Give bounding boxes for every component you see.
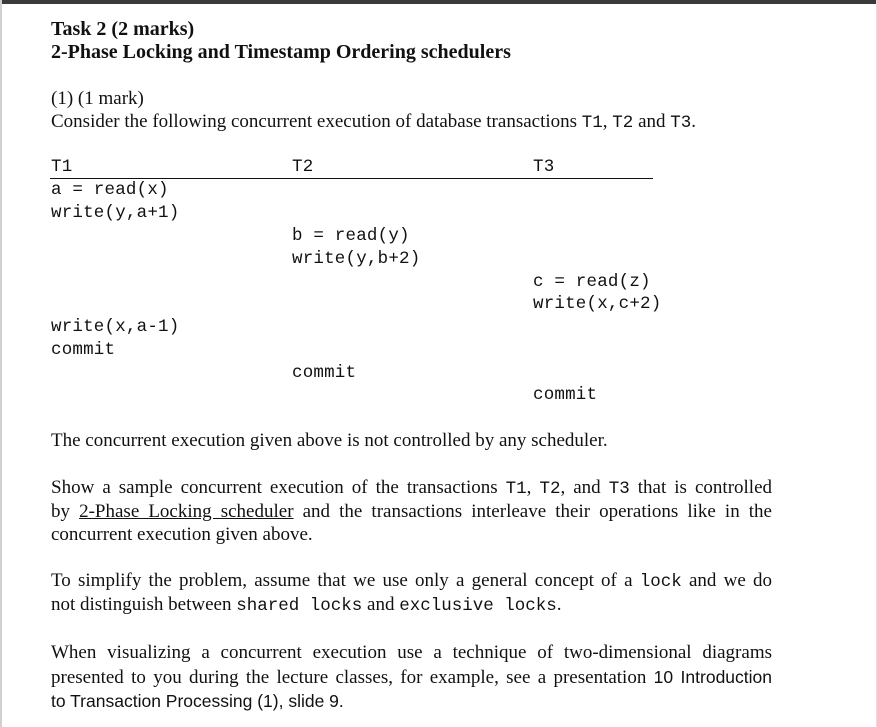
show-text: Show a sample concurrent execution of the transactions [51,477,506,498]
header-t3: T3 [533,157,555,177]
t2-commit: commit [292,363,357,383]
simplify-and: and [362,594,400,615]
show-t2: T2 [539,479,561,499]
header-t2: T2 [292,157,314,177]
simplify-text: To simplify the problem, assume that we use only a general concept of a [51,570,640,591]
show-suffix: that is controlled [629,477,773,498]
show-line2-suffix: and the transactions interleave their operations like in the [293,501,772,522]
simplify-shared: shared locks [236,596,363,616]
show-line-3: concurrent execution given above. [51,524,313,545]
part1-label: (1) (1 mark) [51,88,144,109]
visualize-line-1: When visualizing a concurrent execution use a technique of two-dimensional diagrams [51,642,772,663]
intro-period: . [691,111,697,132]
show-t1: T1 [505,479,527,499]
intro-t1: T1 [581,113,603,133]
intro-text: Consider the following concurrent execution of database transactions [51,111,582,132]
intro-t3: T3 [670,113,692,133]
t1-op-write-x: write(x,a-1) [51,317,180,337]
two-phase-locking-term: 2-Phase Locking scheduler [79,501,294,522]
simplify-not: not distinguish between [51,594,237,615]
show-sep1: , [526,477,540,498]
t3-commit: commit [533,385,598,405]
header-t1: T1 [51,157,73,177]
visualize-text: presented to you during the lecture classes, for example, see a presentation [51,667,654,688]
simplify-period: . [556,594,562,615]
left-border [0,0,2,727]
t3-op-read-z: c = read(z) [533,272,651,292]
show-t3: T3 [608,479,630,499]
t2-op-write-y: write(y,b+2) [292,249,421,269]
intro-and: and [633,111,671,132]
show-line-2 [51,500,772,524]
simplify-lock: lock [639,572,682,592]
simplify-suffix: and we do [681,570,772,591]
t2-op-read-y: b = read(y) [292,226,410,246]
show-by: by [51,501,80,522]
simplify-line-1 [51,569,772,594]
t1-op-write-y: write(y,a+1) [51,203,180,223]
not-controlled-text: The concurrent execution given above is not controlled by any scheduler. [51,430,608,451]
show-sep2: , and [560,477,609,498]
simplify-line-2 [51,593,561,618]
t3-op-write-x: write(x,c+2) [533,294,662,314]
t1-commit: commit [51,340,116,360]
top-border [0,0,877,4]
task-subtitle: 2-Phase Locking and Timestamp Ordering schedulers [51,41,511,63]
intro-t2: T2 [612,113,634,133]
visualize-line-2 [51,665,772,690]
visualize-line-3: to Transaction Processing (1), slide 9. [51,691,344,711]
simplify-exclusive: exclusive locks [399,596,557,616]
show-line-1 [51,476,772,501]
part1-intro [51,110,696,135]
presentation-reference: 10 Introduction [653,667,772,687]
t1-op-read-x: a = read(x) [51,180,169,200]
intro-sep: , [602,111,613,132]
task-title: Task 2 (2 marks) [51,18,195,40]
